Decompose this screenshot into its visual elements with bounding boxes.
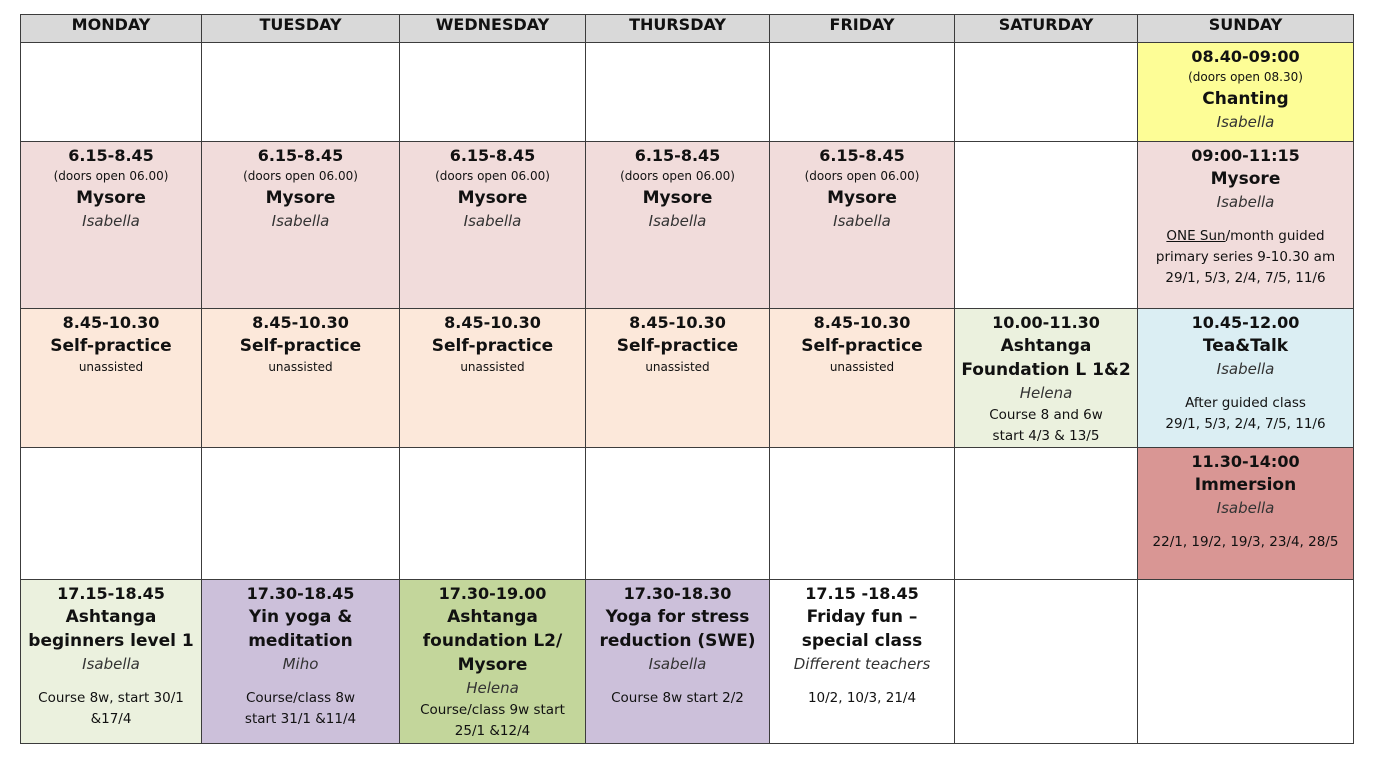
doors-open-note: (doors open 06.00) [620, 169, 735, 183]
empty-cell [770, 448, 955, 580]
class-title-line1: Friday fun – [806, 607, 918, 627]
class-time: 09:00-11:15 [1191, 146, 1300, 165]
class-note: unassisted [645, 360, 710, 374]
class-title: Mysore [457, 188, 528, 208]
class-teacher: Different teachers [793, 655, 931, 673]
class-cell-friday-fun [770, 580, 955, 744]
class-title: Self-practice [239, 336, 362, 356]
class-time: 17.15 -18.45 [805, 584, 919, 603]
class-cell-wednesday-foundation [400, 580, 586, 744]
class-title-line2: reduction (SWE) [599, 631, 756, 651]
class-cell-thursday-stress-reduction [586, 580, 770, 744]
class-teacher: Isabella [1216, 193, 1275, 211]
class-cell-sunday-tea-talk [1138, 309, 1354, 448]
class-teacher: Isabella [648, 655, 707, 673]
schedule-table [20, 14, 1354, 744]
class-note-line1: Course/class 9w start [420, 702, 565, 718]
class-title: Self-practice [50, 336, 172, 356]
class-teacher: Isabella [82, 655, 140, 673]
class-teacher: Helena [466, 679, 519, 697]
guided-note-rest: /month guided [1225, 228, 1325, 244]
class-cell-saturday-foundation [955, 309, 1138, 448]
class-time: 8.45-10.30 [62, 313, 160, 332]
class-time: 17.15-18.45 [57, 584, 165, 603]
row-mysore [21, 142, 1354, 309]
empty-cell [586, 43, 770, 142]
class-title: Immersion [1194, 475, 1297, 495]
class-cell-monday-mysore [21, 142, 202, 309]
class-title: Self-practice [801, 336, 923, 356]
empty-cell [955, 142, 1138, 309]
immersion-dates: 22/1, 19/2, 19/3, 23/4, 28/5 [1152, 534, 1339, 550]
class-cell-monday-beginners [21, 580, 202, 744]
class-time: 6.15-8.45 [634, 146, 721, 165]
empty-cell [955, 580, 1138, 744]
class-title: Self-practice [616, 336, 739, 356]
empty-cell [770, 43, 955, 142]
class-cell-thursday-mysore [586, 142, 770, 309]
class-teacher: Isabella [463, 212, 522, 230]
row-midday [21, 448, 1354, 580]
class-time: 10.00-11.30 [992, 313, 1100, 332]
class-cell-friday-self-practice [770, 309, 955, 448]
class-cell-wednesday-mysore [400, 142, 586, 309]
class-teacher: Isabella [271, 212, 330, 230]
class-time: 10.45-12.00 [1191, 313, 1300, 332]
doors-open-note: (doors open 08.30) [1188, 70, 1303, 84]
day-header-wednesday: WEDNESDAY [400, 15, 586, 43]
row-early [21, 43, 1354, 142]
class-note: unassisted [829, 360, 895, 374]
doors-open-note: (doors open 06.00) [243, 169, 358, 183]
class-note-line2: 29/1, 5/3, 2/4, 7/5, 11/6 [1165, 416, 1326, 432]
day-header-friday: FRIDAY [770, 15, 955, 43]
guided-note [1138, 226, 1353, 247]
class-title-line3: Mysore [457, 655, 528, 675]
class-time: 6.15-8.45 [257, 146, 344, 165]
class-title-line2: foundation L2/ [422, 631, 563, 651]
empty-cell [202, 448, 400, 580]
empty-cell [1138, 580, 1354, 744]
class-title: Mysore [1210, 169, 1281, 189]
class-note-line1: Course 8 and 6w [989, 407, 1103, 423]
empty-cell [21, 43, 202, 142]
class-title: Mysore [827, 188, 897, 208]
class-title: Mysore [76, 188, 146, 208]
class-cell-sunday-immersion [1138, 448, 1354, 580]
class-title-line1: Ashtanga [447, 607, 538, 627]
class-time: 8.45-10.30 [629, 313, 726, 332]
class-note-line2: start 4/3 & 13/5 [992, 428, 1100, 444]
class-title: Self-practice [431, 336, 554, 356]
empty-cell [21, 448, 202, 580]
class-time: 11.30-14:00 [1191, 452, 1300, 471]
class-time: 8.45-10.30 [813, 313, 911, 332]
class-cell-tuesday-self-practice [202, 309, 400, 448]
class-note-line2: start 31/1 &11/4 [244, 711, 357, 727]
empty-cell [955, 448, 1138, 580]
doors-open-note: (doors open 06.00) [53, 169, 169, 183]
class-title: Mysore [265, 188, 336, 208]
header-row [21, 15, 1354, 43]
class-time: 17.30-18.45 [246, 584, 355, 603]
class-cell-tuesday-mysore [202, 142, 400, 309]
class-time: 6.15-8.45 [449, 146, 536, 165]
empty-cell [400, 448, 586, 580]
day-header-sunday: SUNDAY [1138, 15, 1354, 43]
class-title: Mysore [642, 188, 713, 208]
class-title-line1: Yoga for stress [605, 607, 750, 627]
class-teacher: Miho [282, 655, 319, 673]
guided-note-line2: primary series 9-10.30 am [1155, 249, 1336, 265]
class-note: unassisted [78, 360, 144, 374]
class-note-line2: &17/4 [90, 711, 132, 727]
class-teacher: Isabella [833, 212, 891, 230]
class-note-line1: 10/2, 10/3, 21/4 [807, 690, 917, 706]
row-self-practice [21, 309, 1354, 448]
class-time: 08.40-09:00 [1191, 47, 1300, 66]
class-time: 17.30-19.00 [438, 584, 547, 603]
class-cell-friday-mysore [770, 142, 955, 309]
class-title-line2: special class [801, 631, 923, 651]
class-note-line1: Course 8w, start 30/1 [38, 690, 184, 706]
class-cell-sunday-chanting [1138, 43, 1354, 142]
class-title: Chanting [1202, 89, 1289, 109]
class-time: 17.30-18.30 [623, 584, 732, 603]
class-teacher: Helena [1019, 384, 1073, 402]
doors-open-note: (doors open 06.00) [435, 169, 550, 183]
class-title-line1: Ashtanga [1000, 336, 1092, 356]
class-title-line2: Foundation L 1&2 [961, 360, 1131, 380]
class-teacher: Isabella [1216, 360, 1275, 378]
doors-open-note: (doors open 06.00) [804, 169, 920, 183]
weekly-schedule [20, 14, 1354, 744]
class-time: 6.15-8.45 [68, 146, 154, 165]
class-title-line1: Yin yoga & [248, 607, 353, 627]
class-note: unassisted [460, 360, 525, 374]
class-note-line1: Course 8w start 2/2 [611, 690, 744, 706]
class-teacher: Isabella [82, 212, 140, 230]
class-teacher: Isabella [1216, 499, 1275, 517]
class-title-line1: Ashtanga [65, 607, 157, 627]
class-time: 6.15-8.45 [819, 146, 905, 165]
class-title: Tea&Talk [1202, 336, 1289, 356]
empty-cell [955, 43, 1138, 142]
class-title-line2: meditation [248, 631, 353, 651]
empty-cell [586, 448, 770, 580]
class-time: 8.45-10.30 [444, 313, 541, 332]
class-cell-monday-self-practice [21, 309, 202, 448]
class-time: 8.45-10.30 [252, 313, 349, 332]
day-header-tuesday: TUESDAY [202, 15, 400, 43]
empty-cell [400, 43, 586, 142]
guided-note-underlined: ONE Sun [1166, 228, 1226, 244]
class-note-line2: 25/1 &12/4 [454, 723, 531, 739]
day-header-saturday: SATURDAY [955, 15, 1138, 43]
class-note-line1: Course/class 8w [245, 690, 356, 706]
class-cell-wednesday-self-practice [400, 309, 586, 448]
class-note-line1: After guided class [1185, 395, 1306, 411]
class-cell-tuesday-yin-yoga [202, 580, 400, 744]
class-cell-thursday-self-practice [586, 309, 770, 448]
class-teacher: Isabella [648, 212, 707, 230]
empty-cell [202, 43, 400, 142]
day-header-monday: MONDAY [21, 15, 202, 43]
class-note: unassisted [268, 360, 333, 374]
class-title-line2: beginners level 1 [28, 631, 194, 651]
class-teacher: Isabella [1216, 113, 1275, 131]
class-cell-sunday-mysore [1138, 142, 1354, 309]
guided-dates: 29/1, 5/3, 2/4, 7/5, 11/6 [1165, 270, 1326, 286]
row-evening [21, 580, 1354, 744]
day-header-thursday: THURSDAY [586, 15, 770, 43]
